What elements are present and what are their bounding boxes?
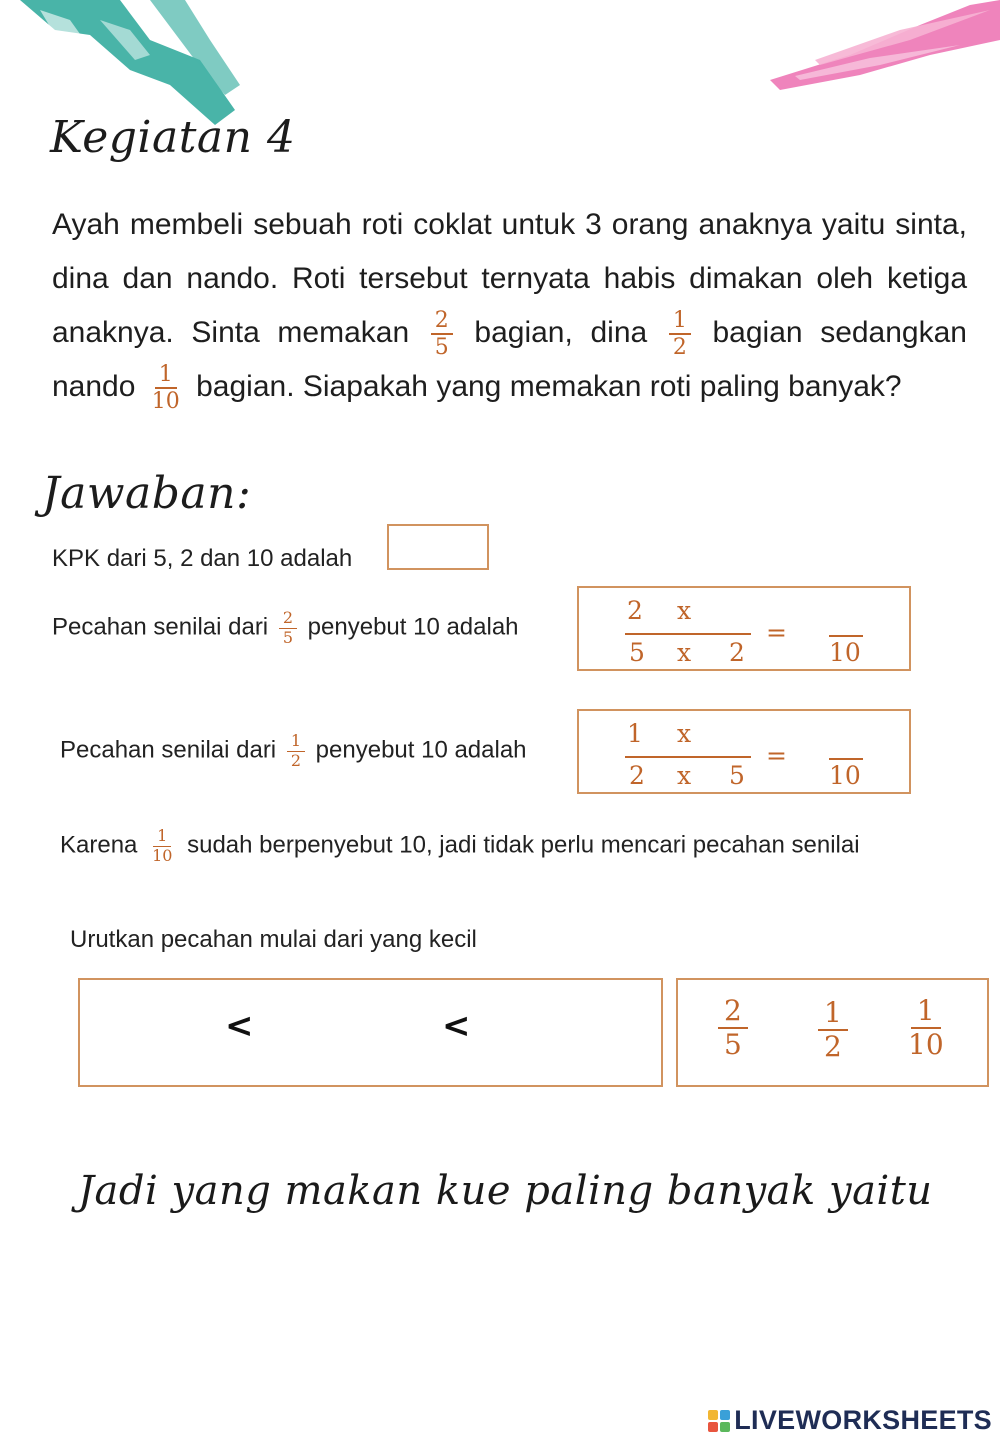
equiv2-times-bottom: x xyxy=(677,761,692,790)
equiv2-label: Pecahan senilai dari $\frac{1}{2}$ penyebut 10 adalah xyxy=(60,731,527,770)
equiv2-equals: = xyxy=(766,741,787,770)
equiv1-equals: = xyxy=(766,618,787,647)
order-option-one-tenth[interactable]: $\frac{1}{10}$ xyxy=(908,994,944,1062)
equiv1-label: Pecahan senilai dari $\frac{2}{5}$ penyebut 10 adalah xyxy=(52,608,519,647)
problem-text xyxy=(52,198,967,414)
equiv1-denominator: 5 xyxy=(629,638,645,667)
equiv2-box xyxy=(577,709,911,794)
problem-after-dina: bagian sedangkan nando xyxy=(52,316,967,403)
order-options-box xyxy=(676,978,989,1087)
equiv1-times-bottom: x xyxy=(677,638,692,667)
equiv1-multiplier: 2 xyxy=(729,638,745,667)
kpk-answer-input[interactable] xyxy=(387,524,489,570)
equiv1-numerator: 2 xyxy=(627,596,643,625)
equiv1-result-numerator-input[interactable] xyxy=(829,600,863,632)
answer-heading: Jawaban: xyxy=(42,468,252,519)
kpk-label: KPK dari 5, 2 dan 10 adalah xyxy=(52,545,353,572)
order-answer-box[interactable] xyxy=(78,978,663,1087)
activity-title: Kegiatan 4 xyxy=(50,112,296,163)
order-less-than-1: < xyxy=(225,1006,254,1046)
equiv2-numerator: 1 xyxy=(627,719,643,748)
pink-brush-decoration xyxy=(760,0,1000,100)
order-less-than-2: < xyxy=(442,1006,471,1046)
equiv1-box xyxy=(577,586,911,671)
sinta-fraction: $\frac{2}{5}$ xyxy=(431,309,453,359)
equiv1-times-top: x xyxy=(677,596,692,625)
equiv2-multiplier: 5 xyxy=(729,761,745,790)
equiv2-times-top: x xyxy=(677,719,692,748)
equiv2-result-numerator-input[interactable] xyxy=(829,723,863,755)
liveworksheets-logo xyxy=(708,1405,992,1436)
order-option-one-half[interactable]: $\frac{1}{2}$ xyxy=(818,998,848,1062)
order-option-two-fifths[interactable]: $\frac{2}{5}$ xyxy=(718,996,748,1060)
problem-line: Ayah membeli sebuah roti coklat untuk 3 orang anaknya yaitu sinta, dina dan nando. Roti tersebut ternyata habis dimakan oleh ketiga anaknya. Sinta memakan xyxy=(52,208,967,349)
equiv2-label-fraction: $\frac{1}{2}$ xyxy=(287,733,305,770)
equiv2-result-denominator: 10 xyxy=(829,761,861,790)
equiv1-result-denominator: 10 xyxy=(829,638,861,667)
equiv2-denominator: 2 xyxy=(629,761,645,790)
problem-after-sinta: bagian, dina xyxy=(474,316,648,349)
equiv1-fraction-bar xyxy=(625,633,751,635)
liveworksheets-logo-icon xyxy=(708,1410,730,1432)
note-fraction: $\frac{1}{10}$ xyxy=(152,826,173,865)
brand-name: LIVEWORKSHEETS xyxy=(734,1405,992,1435)
equiv2-result-bar xyxy=(829,758,863,760)
nando-fraction: $\frac{1}{10}$ xyxy=(151,361,180,415)
equiv2-fraction-bar xyxy=(625,756,751,758)
equiv1-result-bar xyxy=(829,635,863,637)
equiv1-top-input[interactable] xyxy=(719,596,749,626)
order-instruction: Urutkan pecahan mulai dari yang kecil xyxy=(70,926,477,953)
conclusion-text: Jadi yang makan kue paling banyak yaitu xyxy=(78,1168,933,1214)
problem-after-nando: bagian. Siapakah yang memakan roti paling banyak? xyxy=(196,370,902,403)
note-text: Karena $\frac{1}{10}$ sudah berpenyebut 10, jadi tidak perlu mencari pecahan senilai xyxy=(60,826,860,865)
equiv1-label-fraction: $\frac{2}{5}$ xyxy=(279,610,297,647)
equiv2-top-input[interactable] xyxy=(719,719,749,749)
dina-fraction: $\frac{1}{2}$ xyxy=(669,309,691,359)
